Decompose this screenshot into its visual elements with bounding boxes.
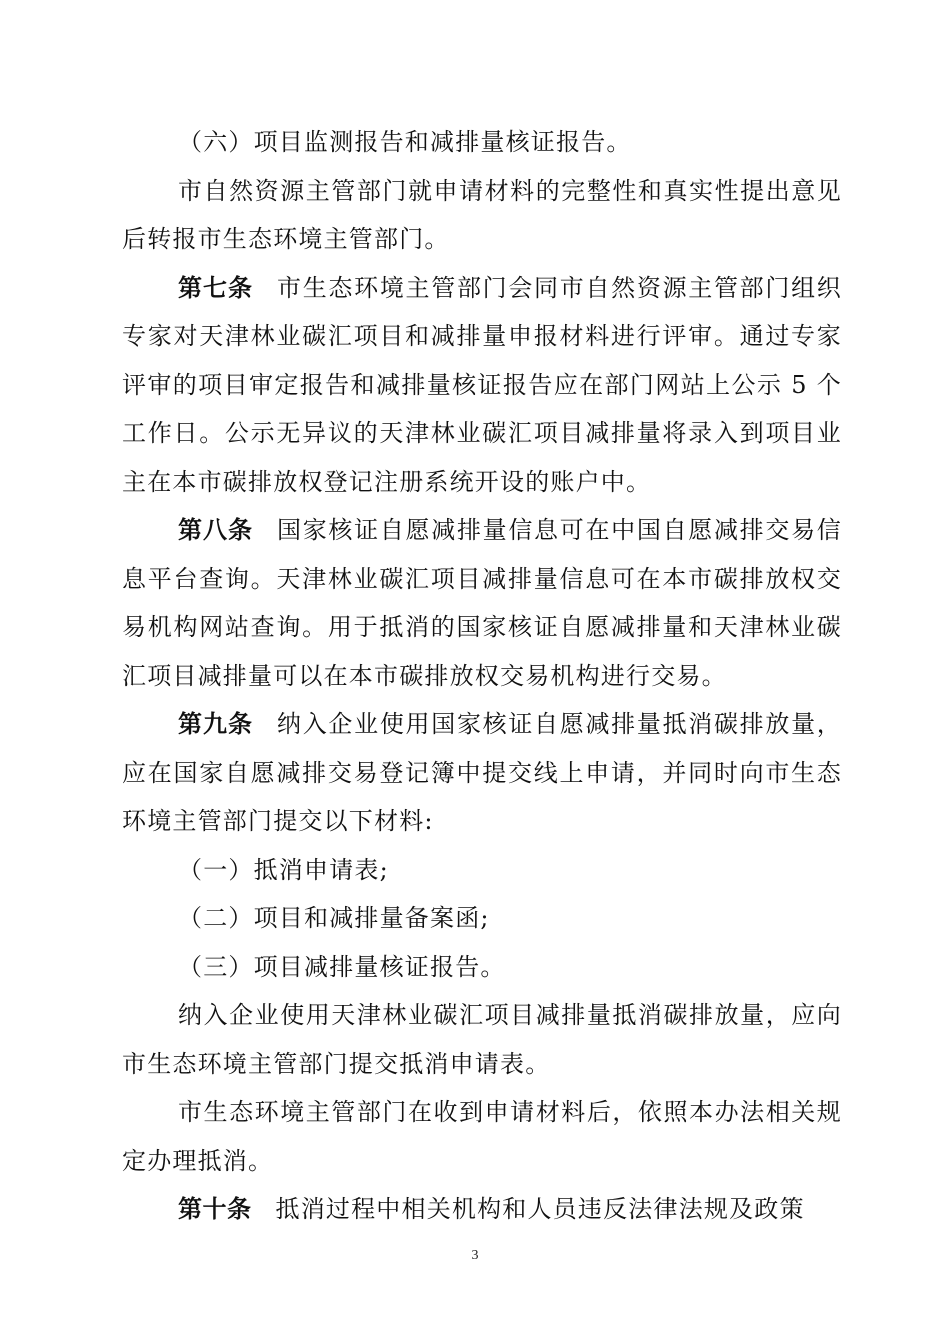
paragraph-text: 市生态环境主管部门会同市自然资源主管部门组织专家对天津林业碳汇项目和减排量申报材料进行评审。通过专家评审的项目审定报告和减排量核证报告应在部门网站上公示 5 个工作日。公示无异议的天津林业碳汇项目减排量将录入到项目业主在本市碳排放权登记注册系统开设的账户中。	[122, 273, 842, 496]
paragraph-text: （三）项目减排量核证报告。	[178, 952, 506, 981]
paragraph-article-9	[122, 700, 842, 846]
paragraph-text: 纳入企业使用天津林业碳汇项目减排量抵消碳排放量，应向市生态环境主管部门提交抵消申请表。	[122, 1001, 842, 1078]
page-number: 3	[471, 1248, 479, 1263]
article-number: 第八条	[178, 516, 254, 544]
paragraph-item-3	[122, 943, 842, 992]
paragraph-article-8	[122, 506, 842, 700]
paragraph-article-10	[122, 1185, 842, 1234]
paragraph-text: 国家核证自愿减排量信息可在中国自愿减排交易信息平台查询。天津林业碳汇项目减排量信息可在本市碳排放权交易机构网站查询。用于抵消的国家核证自愿减排量和天津林业碳汇项目减排量可以在本市碳排放权交易机构进行交易。	[122, 516, 842, 690]
paragraph-forestry-offset	[122, 991, 842, 1088]
paragraph-text: 纳入企业使用国家核证自愿减排量抵消碳排放量，应在国家自愿减排交易登记簿中提交线上申请，并同时向市生态环境主管部门提交以下材料:	[122, 710, 842, 835]
paragraph-offset-processing	[122, 1088, 842, 1185]
article-number: 第九条	[178, 710, 254, 738]
article-number: 第十条	[178, 1195, 252, 1223]
paragraph-text: 市生态环境主管部门在收到申请材料后，依照本办法相关规定办理抵消。	[122, 1098, 842, 1175]
article-number: 第七条	[178, 273, 254, 302]
paragraph-article-7	[122, 264, 842, 507]
paragraph-natural-resources-review	[122, 167, 842, 264]
document-body	[122, 118, 842, 1234]
paragraph-text: （一）抵消申请表;	[178, 855, 389, 884]
paragraph-text: 市自然资源主管部门就申请材料的完整性和真实性提出意见后转报市生态环境主管部门。	[122, 176, 842, 253]
paragraph-text: （二）项目和减排量备案函;	[178, 904, 490, 932]
paragraph-item-1	[122, 846, 842, 895]
paragraph-text: 抵消过程中相关机构和人员违反法律法规及政策	[275, 1195, 805, 1223]
paragraph-item-2	[122, 894, 842, 943]
paragraph-item-6	[122, 118, 842, 167]
paragraph-text: （六）项目监测报告和减排量核证报告。	[178, 128, 632, 156]
